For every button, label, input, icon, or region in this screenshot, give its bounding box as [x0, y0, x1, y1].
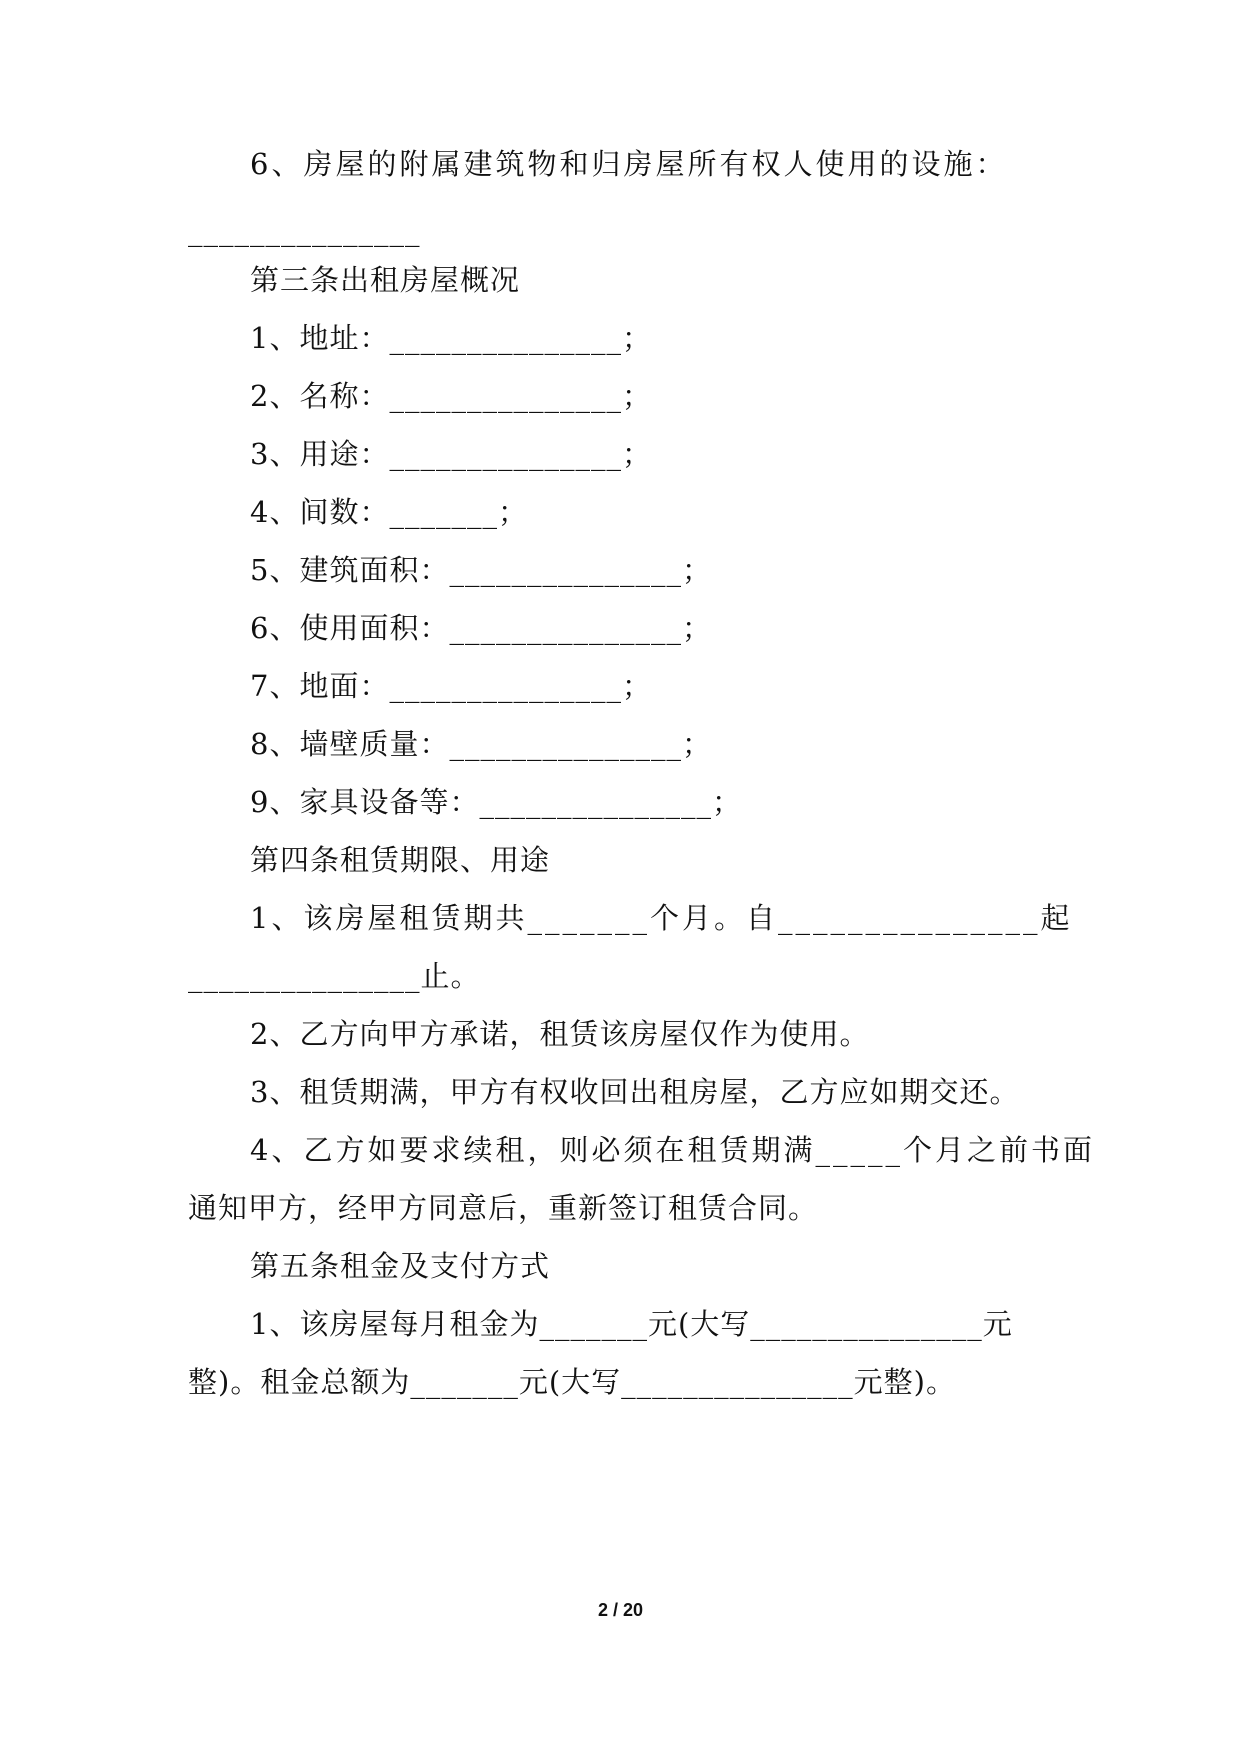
- item-usable-area: 6、使用面积：_______________；: [250, 611, 712, 645]
- item-purpose: 3、用途：_______________；: [250, 437, 652, 471]
- renewal-line-1: 4、乙方如要求续租，则必须在租赁期满_____个月之前书面: [250, 1133, 1095, 1167]
- lease-term-line-2: _______________止。: [188, 959, 481, 993]
- article-3-heading: 第三条出租房屋概况: [250, 263, 521, 297]
- clause-6-facilities: 6、房屋的附属建筑物和归房屋所有权人使用的设施：: [250, 147, 1008, 181]
- item-furniture: 9、家具设备等：_______________；: [250, 785, 742, 819]
- item-wall-quality: 8、墙壁质量：_______________；: [250, 727, 712, 761]
- article-4-heading: 第四条租赁期限、用途: [250, 843, 551, 877]
- facilities-blank: _______________: [188, 213, 421, 247]
- item-floor: 7、地面：_______________；: [250, 669, 652, 703]
- item-address: 1、地址：_______________；: [250, 321, 652, 355]
- item-room-count: 4、间数：_______；: [250, 495, 528, 529]
- item-building-area: 5、建筑面积：_______________；: [250, 553, 712, 587]
- article-5-heading: 第五条租金及支付方式: [250, 1249, 551, 1283]
- rent-line-2: 整)。租金总额为_______元(大写_______________元整)。: [188, 1365, 956, 1399]
- item-name: 2、名称：_______________；: [250, 379, 652, 413]
- lease-expiry-return: 3、租赁期满，甲方有权收回出租房屋，乙方应如期交还。: [250, 1075, 1020, 1109]
- lease-term-line-1: 1、该房屋租赁期共_______个月。自_______________起: [250, 901, 1073, 935]
- rent-line-1: 1、该房屋每月租金为_______元(大写_______________元: [250, 1307, 1013, 1341]
- lease-use-promise: 2、乙方向甲方承诺，租赁该房屋仅作为使用。: [250, 1017, 870, 1051]
- renewal-line-2: 通知甲方，经甲方同意后，重新签订租赁合同。: [188, 1191, 819, 1225]
- page-number: 2 / 20: [597, 1600, 644, 1620]
